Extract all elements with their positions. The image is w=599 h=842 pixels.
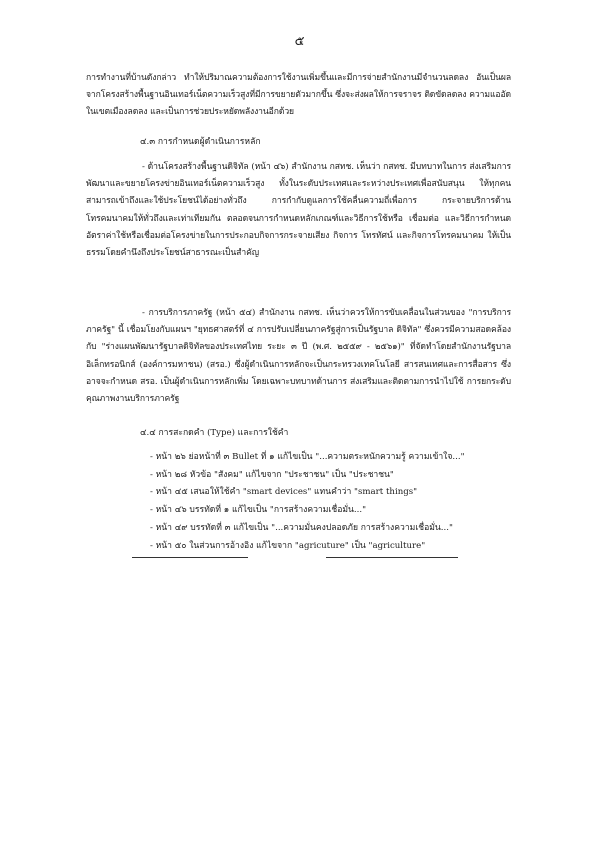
end-rule-left [132,557,248,558]
list-item: - หน้า ๔๙ บรรทัดที่ ๓ แก้ไขเป็น "...ความมั่นคงปลอดภัย การสร้างความเชื่อมั่น..." [150,522,453,533]
list-item: - หน้า ๒๖ ย่อหน้าที่ ๓ Bullet ที่ ๑ แก้ไขเป็น "...ความตระหนักความรู้ ความเข้าใจ..." [150,452,465,462]
paragraph-government-services: - การบริการภาครัฐ (หน้า ๕๔) สำนักงาน กสทช. เห็นว่าควรให้การขับเคลื่อนในส่วนของ "การบริการภาครัฐ" นี้ เชื่อมโยงกับแผนฯ "ยุทธศาสตร์ที่ ๔ การปรับเปลี่ยนภาครัฐสู่การเป็นรัฐบาล ดิจิทัล" ซึ่งควรมีความสอดคล้องกับ "ร่างแผนพัฒนารัฐบาลดิจิทัลของประเทศไทย ระยะ ๓ ปี (พ.ศ. ๒๕๕๙ - ๒๕๖๑)" ที่จัดทำโดยสำนักงานรัฐบาลอิเล็กทรอนิกส์ (องค์การมหาชน) (สรอ.) ซึ่งผู้ดำเนินการหลักจะเป็นกระทรวงเทคโนโลยี สารสนเทศและการสื่อสาร ซึ่งอาจจะกำหนด สรอ. เป็นผู้ดำเนินการหลักเพิ่ม โดยเฉพาะบทบาทด้านการ ส่งเสริมและติดตามการนำไปใช้ การยกระดับคุณภาพงานบริการภาครัฐ [86,308,511,405]
paragraph-digital-infrastructure: - ด้านโครงสร้างพื้นฐานดิจิทัล (หน้า ๔๖) สำนักงาน กสทช. เห็นว่า กสทช. มีบทบาทในการ ส่งเสริมการพัฒนาและขยายโครงข่ายอินเทอร์เน็ตความเร็วสูง ทั้งในระดับประเทศและระหว่างประเทศเพื่อสนับสนุน ให้ทุกคนสามารถเข้าถึงและใช้ประโยชน์ได้อย่างทั่วถึง การกำกับดูแลการใช้คลื่นความถี่เพื่อการ กระจายบริการด้านโทรคมนาคมให้ทั่วถึงและเท่าเทียมกัน ตลอดจนการกำหนดหลักเกณฑ์และวิธีการใช้หรือ เชื่อมต่อ และวิธีการกำหนดอัตราค่าใช้หรือเชื่อมต่อโครงข่ายในการประกอบกิจการกระจายเสียง กิจการ โทรทัศน์ และกิจการโทรคมนาคม ให้เป็นธรรมโดยคำนึงถึงประโยชน์สาธารณะเป็นสำคัญ [86,162,511,259]
corrections-list [150,449,530,555]
section-heading-4-3: ๔.๓ การกำหนดผู้ดำเนินการหลัก [140,137,261,147]
list-item: - หน้า ๒๘ หัวข้อ "สังคม" แก้ไขจาก "ประชาชน" เป็น "ประชาชน" [150,469,394,480]
list-item: - หน้า ๕๐ ในส่วนการอ้างอิง แก้ไขจาก "agricuture" เป็น "agriculture" [150,540,426,551]
list-item: - หน้า ๔๖ บรรทัดที่ ๑ แก้ไขเป็น "การสร้างความเชื่อมั่น..." [150,505,367,516]
paragraph-intro: การทำงานที่บ้านดังกล่าว ทำให้ปริมาณความต้องการใช้งานเพิ่มขึ้นและมีการจ่ายสำนักงานมีจำนวนลดลง อันเป็นผลจากโครงสร้างพื้นฐานอินเทอร์เน็ตความเร็วสูงที่มีการขยายตัวมากขึ้น ซึ่งจะส่งผลให้การจราจร ติดขัดลดลง ความแออัดในเขตเมืองลดลง และเป็นการช่วยประหยัดพลังงานอีกด้วย [86,73,511,118]
list-item: - หน้า ๔๕ เสนอให้ใช้คำ "smart devices" แทนคำว่า "smart things" [150,487,418,498]
page-number: ๕ [294,34,305,49]
end-rule-right [326,557,458,558]
section-heading-4-4: ๔.๔ การสะกดคำ (Type) และการใช้คำ [140,428,289,438]
